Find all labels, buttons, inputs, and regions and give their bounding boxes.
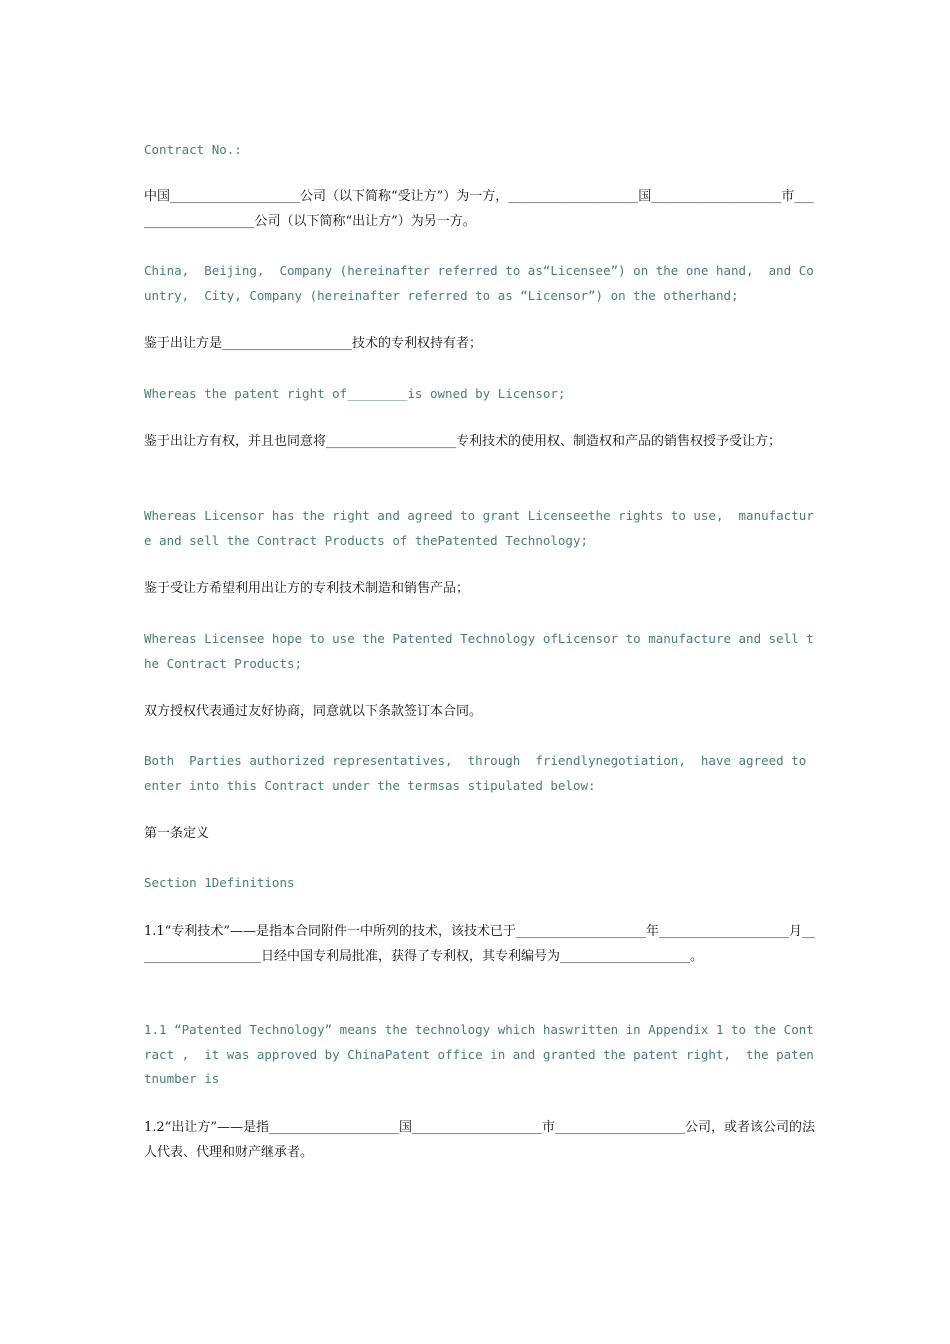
- agreement-statement-en: Both Parties authorized representatives, through friendlynegotiation, have agreed to enter into this Contract under the termsas stipulated below:: [144, 753, 814, 793]
- section-1-heading-zh: 第一条定义: [144, 826, 210, 841]
- section-1-heading-en: Section 1Definitions: [144, 875, 295, 890]
- contract-number: Contract No.:: [144, 142, 242, 157]
- whereas-grant-rights-zh: 鉴于出让方有权，并且也同意将____________________专利技术的使用权、制造权和产品的销售权授予受让方；: [144, 434, 782, 449]
- whereas-licensee-hope-en: Whereas Licensee hope to use the Patented Technology ofLicensor to manufacture and sell the Contract Products;: [144, 631, 814, 671]
- whereas-licensee-hope-zh: 鉴于受让方希望利用出让方的专利技术制造和销售产品；: [144, 581, 470, 596]
- preamble-parties-en: China, Beijing, Company (hereinafter referred to as“Licensee”) on the one hand, and Country, City, Company (hereinafter referred to as “Licensor”) on the otherhand;: [144, 263, 814, 303]
- whereas-grant-rights-en: Whereas Licensor has the right and agreed to grant Licenseethe rights to use, manufacture and sell the Contract Products of thePatented Technology;: [144, 508, 814, 548]
- clause-1-1-zh: 1.1“专利技术”——是指本合同附件一中所列的技术，该技术已于____________________年____________________月____________________日经中国专利局批准，获得了专利权，其专利编号为____________________。: [144, 924, 815, 964]
- whereas-patent-holder-zh: 鉴于出让方是____________________技术的专利权持有者；: [144, 336, 483, 351]
- agreement-statement-zh: 双方授权代表通过友好协商，同意就以下条款签订本合同。: [144, 704, 483, 719]
- clause-1-2-zh: 1.2“出让方”——是指____________________国____________________市____________________公司，或者该公司的法人代表、代理和财产继承者。: [144, 1120, 815, 1160]
- preamble-parties-zh: 中国____________________公司（以下简称“受让方”）为一方，____________________国____________________市____________________公司（以下简称“出让方”）为另一方。: [144, 189, 814, 229]
- whereas-patent-holder-en: Whereas the patent right of________is owned by Licensor;: [144, 386, 566, 401]
- clause-1-1-en: 1.1 “Patented Technology” means the technology which haswritten in Appendix 1 to the Contract , it was approved by ChinaPatent office in and granted the patent right, the patentnumber is: [144, 1022, 814, 1086]
